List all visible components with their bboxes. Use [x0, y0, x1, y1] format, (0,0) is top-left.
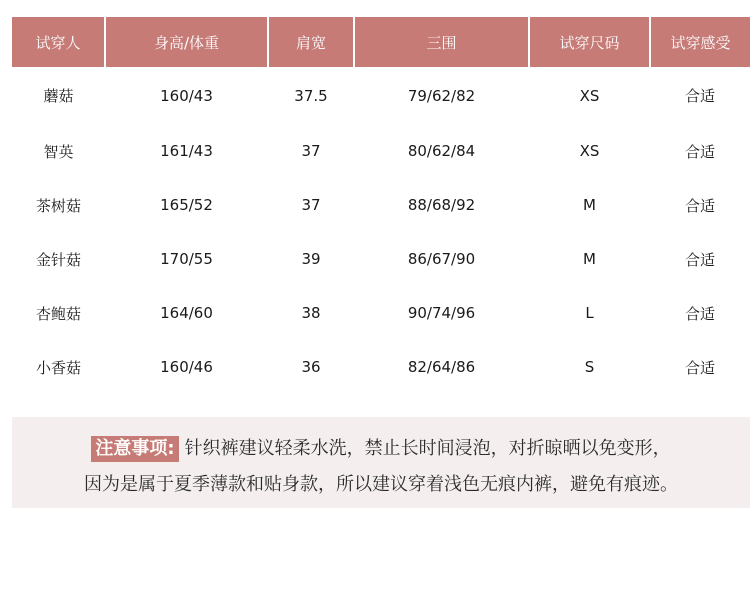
header-fit-feeling: 试穿感受: [650, 17, 750, 67]
cell-fit-feeling: 合适: [684, 87, 715, 105]
care-note-line-1: [12, 431, 750, 467]
cell-size: XS: [579, 86, 600, 105]
table-row: [12, 178, 750, 232]
table-header-row: [12, 17, 750, 67]
table-row: [12, 67, 750, 124]
cell-height-weight: 161/43: [160, 142, 213, 160]
header-shoulder: 肩宽: [268, 17, 354, 67]
cell-shoulder: 36: [301, 358, 321, 376]
cell-tester: 茶树菇: [35, 196, 81, 215]
cell-fit-feeling: 合适: [684, 358, 715, 377]
table-row: [12, 286, 750, 340]
cell-shoulder: 37: [301, 142, 321, 160]
cell-measurements: 79/62/82: [407, 86, 476, 105]
cell-shoulder: 37: [301, 196, 321, 214]
cell-measurements: 80/62/84: [407, 142, 476, 160]
cell-fit-feeling: 合适: [684, 196, 715, 215]
cell-height-weight: 160/43: [160, 86, 213, 105]
cell-tester: 杏鲍菇: [35, 304, 81, 323]
cell-shoulder: 38: [301, 304, 321, 322]
cell-fit-feeling: 合适: [684, 250, 715, 269]
cell-size: M: [583, 250, 596, 268]
cell-size: L: [585, 304, 594, 322]
cell-size: XS: [579, 142, 600, 160]
care-note-label: 注意事项:: [91, 436, 178, 462]
cell-tester: 金针菇: [35, 250, 81, 269]
header-size: 试穿尺码: [529, 17, 650, 67]
cell-height-weight: 164/60: [160, 304, 213, 322]
table-row: [12, 232, 750, 286]
cell-fit-feeling: 合适: [684, 142, 715, 161]
cell-measurements: 88/68/92: [407, 196, 476, 214]
care-note-text-2: 因为是属于夏季薄款和贴身款，所以建议穿着浅色无痕内裤，避免有痕迹。: [84, 474, 678, 495]
header-measurements: 三围: [354, 17, 529, 67]
header-height-weight: 身高/体重: [105, 17, 268, 67]
cell-measurements: 86/67/90: [407, 250, 476, 268]
cell-height-weight: 160/46: [160, 358, 213, 376]
table-row: [12, 124, 750, 178]
cell-tester: 智英: [43, 142, 74, 161]
cell-tester: 蘑菇: [43, 87, 74, 105]
cell-height-weight: 170/55: [160, 250, 213, 268]
cell-fit-feeling: 合适: [684, 304, 715, 323]
cell-size: S: [584, 358, 595, 376]
cell-measurements: 82/64/86: [407, 358, 476, 376]
size-trial-table: [12, 17, 750, 394]
cell-shoulder: 37.5: [294, 86, 328, 105]
header-tester: 试穿人: [12, 17, 105, 67]
cell-shoulder: 39: [301, 250, 321, 268]
table-row: [12, 340, 750, 394]
cell-measurements: 90/74/96: [407, 304, 476, 322]
care-note: [12, 417, 750, 508]
cell-tester: 小香菇: [35, 358, 81, 377]
cell-size: M: [583, 196, 596, 214]
cell-height-weight: 165/52: [160, 196, 213, 214]
care-note-text-1: 针织裤建议轻柔水洗，禁止长时间浸泡，对折晾晒以免变形，: [184, 438, 671, 459]
